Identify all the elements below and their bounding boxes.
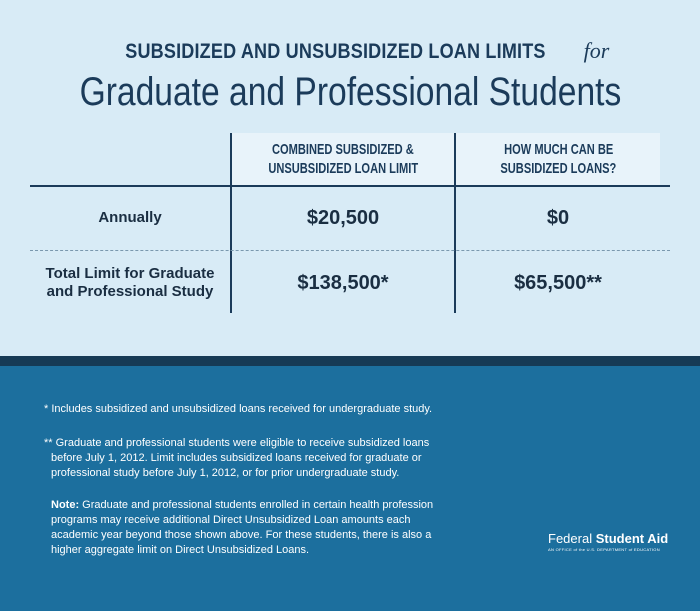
footnote-1: * Includes subsidized and unsubsidized loans received for undergraduate study.	[44, 403, 433, 415]
column-header-combined-line-2: UNSUBSIDIZED LOAN LIMIT	[268, 160, 418, 177]
footnote-2-line-1: ** Graduate and professional students were eligible to receive subsidized loans	[44, 437, 430, 449]
federal-student-aid-logo	[548, 531, 668, 552]
row-divider	[30, 250, 670, 251]
footnote-3	[51, 498, 433, 558]
title-bold: SUBSIDIZED AND UNSUBSIDIZED LOAN LIMITS	[124, 40, 546, 63]
footnote-3-line-1-text: Graduate and professional students enrolled in certain health profession	[79, 499, 434, 511]
column-header-subsidized	[456, 133, 660, 185]
logo-federal: Federal	[548, 531, 593, 546]
row-label-total	[30, 265, 230, 301]
title-line-2	[0, 70, 700, 115]
header-rule	[30, 185, 670, 187]
row-label-annually	[30, 209, 230, 227]
column-header-combined-line-1: COMBINED SUBSIDIZED &	[272, 141, 414, 158]
column-header-combined	[232, 133, 454, 185]
row-label-total-line-2: and Professional Study	[46, 283, 214, 300]
footnote-2-line-2: before July 1, 2012. Limit includes subsidized loans received for graduate or	[51, 452, 422, 464]
footnote-3-line-4: higher aggregate limit on Direct Unsubsidized Loans.	[51, 544, 310, 556]
footnote-3-line-1	[51, 498, 433, 513]
cell-annual-combined: $20,500	[306, 207, 380, 229]
cell-total-combined: $138,500*	[297, 272, 389, 294]
logo-subtitle: AN OFFICE of the U.S. DEPARTMENT of EDUCATION	[548, 547, 660, 552]
footnote-2-line-3: professional study before July 1, 2012, or for prior undergraduate study.	[51, 467, 400, 479]
footnote-2	[44, 436, 429, 481]
divider-band	[0, 356, 700, 366]
row-label-annually-text: Annually	[98, 209, 162, 226]
footnote-3-line-2: programs may receive additional Direct Unsubsidized Loan amounts each	[51, 514, 411, 526]
title-line-1	[0, 38, 700, 64]
note-label: Note:	[51, 499, 80, 511]
cell-annual-subsidized: $0	[546, 207, 570, 229]
title-for: for	[583, 38, 610, 63]
row-label-total-line-1: Total Limit for Graduate	[45, 265, 215, 282]
logo-student-aid: Student Aid	[595, 531, 669, 546]
column-header-subsidized-line-1: HOW MUCH CAN BE	[503, 141, 613, 158]
cell-total-subsidized: $65,500**	[514, 272, 602, 294]
column-header-subsidized-line-2: SUBSIDIZED LOANS?	[500, 160, 616, 177]
footnote-3-line-3: academic year beyond those shown above. For these students, there is also a	[51, 529, 432, 541]
loan-limits-table	[0, 133, 700, 318]
title-main: Graduate and Professional Students	[79, 70, 621, 114]
